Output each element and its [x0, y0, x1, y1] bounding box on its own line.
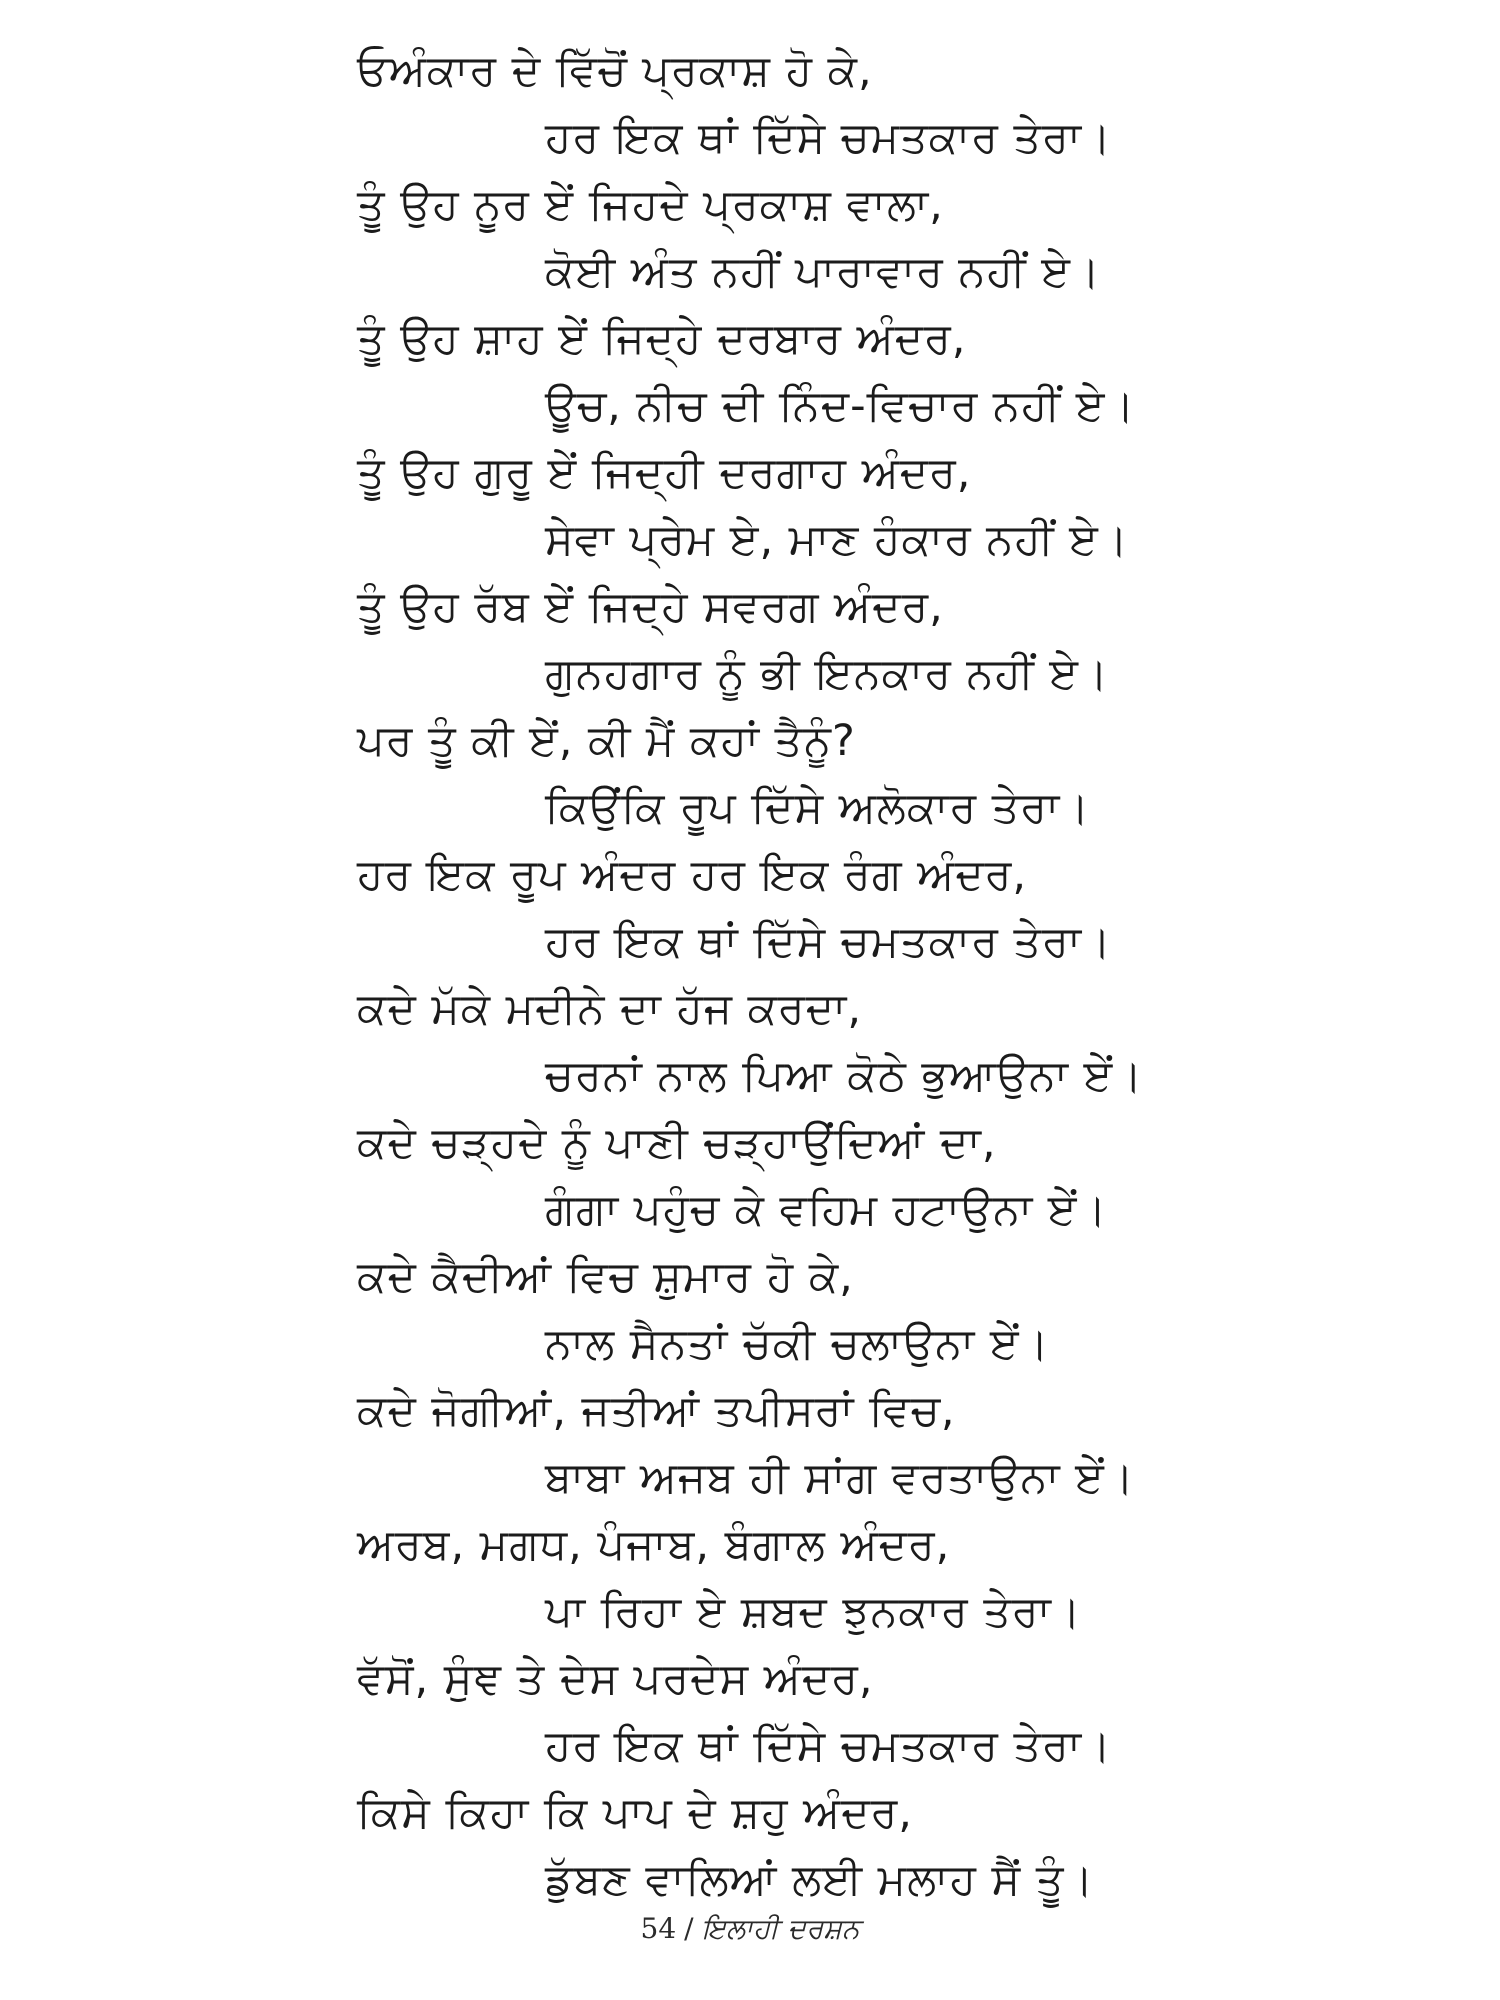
page-footer	[0, 1912, 1500, 1945]
page-number: 54	[640, 1912, 677, 1945]
poem-line: ਕਦੇ ਚੜ੍ਹਦੇ ਨੂੰ ਪਾਣੀ ਚੜ੍ਹਾਉਂਦਿਆਂ ਦਾ,	[357, 1118, 997, 1168]
poem-line: ਤੂੰ ਉਹ ਰੱਬ ਏਂ ਜਿਦ੍ਹੇ ਸਵਰਗ ਅੰਦਰ,	[357, 582, 944, 632]
poem-line: ਬਾਬਾ ਅਜਬ ਹੀ ਸਾਂਗ ਵਰਤਾਉਨਾ ਏਂ।	[545, 1453, 1135, 1503]
poem-line: ਅਰਬ, ਮਗਧ, ਪੰਜਾਬ, ਬੰਗਾਲ ਅੰਦਰ,	[357, 1520, 951, 1570]
poem-line: ਕਦੇ ਕੈਦੀਆਂ ਵਿਚ ਸ਼ੁਮਾਰ ਹੋ ਕੇ,	[357, 1252, 854, 1302]
poem-line: ਚਰਨਾਂ ਨਾਲ ਪਿਆ ਕੋਠੇ ਭੁਆਉਨਾ ਏਂ।	[545, 1051, 1144, 1101]
poem-line: ਕੋਈ ਅੰਤ ਨਹੀਂ ਪਾਰਾਵਾਰ ਨਹੀਂ ਏ।	[545, 247, 1101, 297]
poem-line: ਕਦੇ ਮੱਕੇ ਮਦੀਨੇ ਦਾ ਹੱਜ ਕਰਦਾ,	[357, 984, 862, 1034]
poem-line: ਗੰਗਾ ਪਹੁੰਚ ਕੇ ਵਹਿਮ ਹਟਾਉਨਾ ਏਂ।	[545, 1185, 1108, 1235]
poem-line: ਤੂੰ ਉਹ ਗੁਰੂ ਏਂ ਜਿਦ੍ਹੀ ਦਰਗਾਹ ਅੰਦਰ,	[357, 448, 972, 498]
poem-line: ਪਾ ਰਿਹਾ ਏ ਸ਼ਬਦ ਝੁਨਕਾਰ ਤੇਰਾ।	[545, 1587, 1082, 1637]
poem-line: ਹਰ ਇਕ ਥਾਂ ਦਿੱਸੇ ਚਮਤਕਾਰ ਤੇਰਾ।	[545, 917, 1113, 967]
footer-separator: /	[684, 1912, 694, 1945]
poem-line: ਕਿਉਂਕਿ ਰੂਪ ਦਿੱਸੇ ਅਲੋਕਾਰ ਤੇਰਾ।	[545, 783, 1091, 833]
poem-line: ਤੂੰ ਉਹ ਸ਼ਾਹ ਏਂ ਜਿਦ੍ਹੇ ਦਰਬਾਰ ਅੰਦਰ,	[357, 314, 967, 364]
poem-line: ਕਿਸੇ ਕਿਹਾ ਕਿ ਪਾਪ ਦੇ ਸ਼ਹੁ ਅੰਦਰ,	[357, 1788, 913, 1838]
poem-line: ਊਚ, ਨੀਚ ਦੀ ਨਿੰਦ-ਵਿਚਾਰ ਨਹੀਂ ਏ।	[545, 381, 1136, 431]
poem-line: ਹਰ ਇਕ ਰੂਪ ਅੰਦਰ ਹਰ ਇਕ ਰੰਗ ਅੰਦਰ,	[357, 850, 1028, 900]
poem-line: ਪਰ ਤੂੰ ਕੀ ਏਂ, ਕੀ ਮੈਂ ਕਹਾਂ ਤੈਨੂੰ?	[357, 716, 856, 766]
poem-line: ਹਰ ਇਕ ਥਾਂ ਦਿੱਸੇ ਚਮਤਕਾਰ ਤੇਰਾ।	[545, 1721, 1113, 1771]
poem-line: ਹਰ ਇਕ ਥਾਂ ਦਿੱਸੇ ਚਮਤਕਾਰ ਤੇਰਾ।	[545, 113, 1113, 163]
poem-line: ਤੂੰ ਉਹ ਨੂਰ ਏਂ ਜਿਹਦੇ ਪ੍ਰਕਾਸ਼ ਵਾਲਾ,	[357, 180, 944, 230]
poem-line: ਕਦੇ ਜੋਗੀਆਂ, ਜਤੀਆਂ ਤਪੀਸਰਾਂ ਵਿਚ,	[357, 1386, 956, 1436]
poem-line: ਓਅੰਕਾਰ ਦੇ ਵਿੱਚੋਂ ਪ੍ਰਕਾਸ਼ ਹੋ ਕੇ,	[357, 46, 873, 96]
poem-line: ਗੁਨਹਗਾਰ ਨੂੰ ਭੀ ਇਨਕਾਰ ਨਹੀਂ ਏ।	[545, 649, 1110, 699]
poem-line: ਨਾਲ ਸੈਨਤਾਂ ਚੱਕੀ ਚਲਾਉਨਾ ਏਂ।	[545, 1319, 1050, 1369]
book-title: ਇਲਾਹੀ ਦਰਸ਼ਨ	[701, 1912, 860, 1945]
poem-line: ਸੇਵਾ ਪ੍ਰੇਮ ਏ, ਮਾਣ ਹੰਕਾਰ ਨਹੀਂ ਏ।	[545, 515, 1129, 565]
poem-line: ਵੱਸੋਂ, ਸੁੰਞ ਤੇ ਦੇਸ ਪਰਦੇਸ ਅੰਦਰ,	[357, 1654, 874, 1704]
poem-line: ਡੁੱਬਣ ਵਾਲਿਆਂ ਲਈ ਮਲਾਹ ਸੈਂ ਤੂੰ।	[545, 1855, 1095, 1905]
